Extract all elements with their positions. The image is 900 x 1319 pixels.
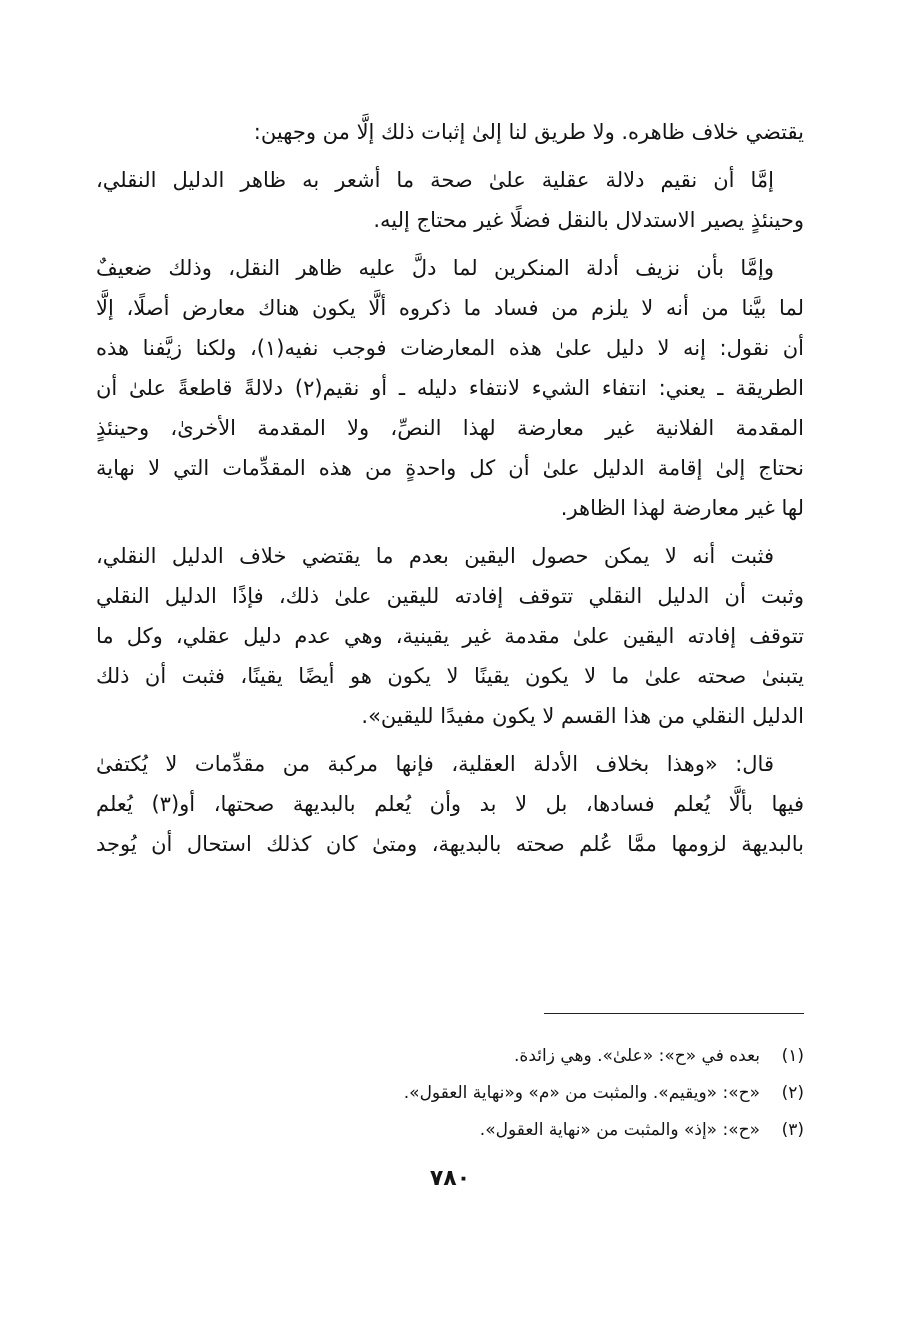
text-line: وإمَّا بأن نزيف أدلة المنكرين لما دلَّ عليه ظاهر النقل، وذلك ضعيفٌ [96,256,774,280]
text-line: لما بيَّنا من أنه لا يلزم من فساد ما ذكروه ألَّا يكون هناك معارض أصلًا، إلَّا [96,296,804,320]
footnotes [96,1038,804,1149]
footnote-text: بعده في «ح»: «علىٰ». وهي زائدة. [514,1046,760,1066]
paragraph-intro [96,112,804,152]
text-line: فيها بألَّا يُعلم فسادها، بل لا بد وأن يُعلم بالبديهة صحتها، أو(٣) يُعلم [96,792,804,816]
text-line: أن نقول: إنه لا دليل علىٰ هذه المعارضات فوجب نفيه(١)، ولكنا زيَّفنا هذه [96,336,804,360]
text-line: إمَّا أن نقيم دلالة عقلية علىٰ صحة ما أشعر به ظاهر الدليل النقلي، [96,168,774,192]
footnote-3 [96,1112,804,1149]
text-line: وثبت أن الدليل النقلي تتوقف إفادته لليقين علىٰ ذلك، فإذًا الدليل النقلي [96,584,804,608]
main-text [96,112,804,872]
text-line: فثبت أنه لا يمكن حصول اليقين بعدم ما يقتضي خلاف الدليل النقلي، [96,544,774,568]
text-line: قال: «وهذا بخلاف الأدلة العقلية، فإنها مركبة من مقدِّمات لا يُكتفىٰ [96,752,774,776]
text-line: بالبديهة لزومها ممَّا عُلم صحته بالبديهة، ومتىٰ كان كذلك استحال أن يُوجد [96,832,804,856]
footnote-divider [544,1013,804,1014]
text-line: يتبنىٰ صحته علىٰ ما لا يكون يقينًا لا يكون هو أيضًا يقينًا، فثبت أن ذلك [96,664,804,688]
footnote-text: «ح»: «ويقيم». والمثبت من «م» و«نهاية العقول». [403,1083,760,1103]
paragraph-first-way [96,160,804,240]
text-line: يقتضي خلاف ظاهره. ولا طريق لنا إلىٰ إثبات ذلك إلَّا من وجهين: [253,120,804,144]
footnote-2 [96,1075,804,1112]
text-line: الدليل النقلي من هذا القسم لا يكون مفيدًا لليقين». [361,704,804,728]
footnote-number: (١) [781,1046,804,1066]
footnote-number: (٢) [781,1083,804,1103]
text-line: نحتاج إلىٰ إقامة الدليل علىٰ أن كل واحدةٍ من هذه المقدِّمات التي لا نهاية [96,456,804,480]
page-number: ٧٨٠ [429,1166,471,1191]
text-line: الطريقة ـ يعني: انتفاء الشيء لانتفاء دليله ـ أو نقيم(٢) دلالةً قاطعةً علىٰ أن [96,376,804,400]
text-line: المقدمة الفلانية غير معارضة لهذا النصِّ، ولا المقدمة الأخرىٰ، وحينئذٍ [96,416,804,440]
paragraph-second-way [96,248,804,528]
footnote-1 [96,1038,804,1075]
footnote-number: (٣) [781,1120,804,1140]
text-line: وحينئذٍ يصير الاستدلال بالنقل فضلًا غير محتاج إليه. [373,208,804,232]
paragraph-conclusion [96,536,804,736]
text-line: لها غير معارضة لهذا الظاهر. [560,496,804,520]
paragraph-rational-proofs [96,744,804,864]
text-line: تتوقف إفادته اليقين علىٰ مقدمة غير يقينية، وهي عدم دليل عقلي، وكل ما [96,624,804,648]
footnote-text: «ح»: «إذ» والمثبت من «نهاية العقول». [479,1120,760,1140]
